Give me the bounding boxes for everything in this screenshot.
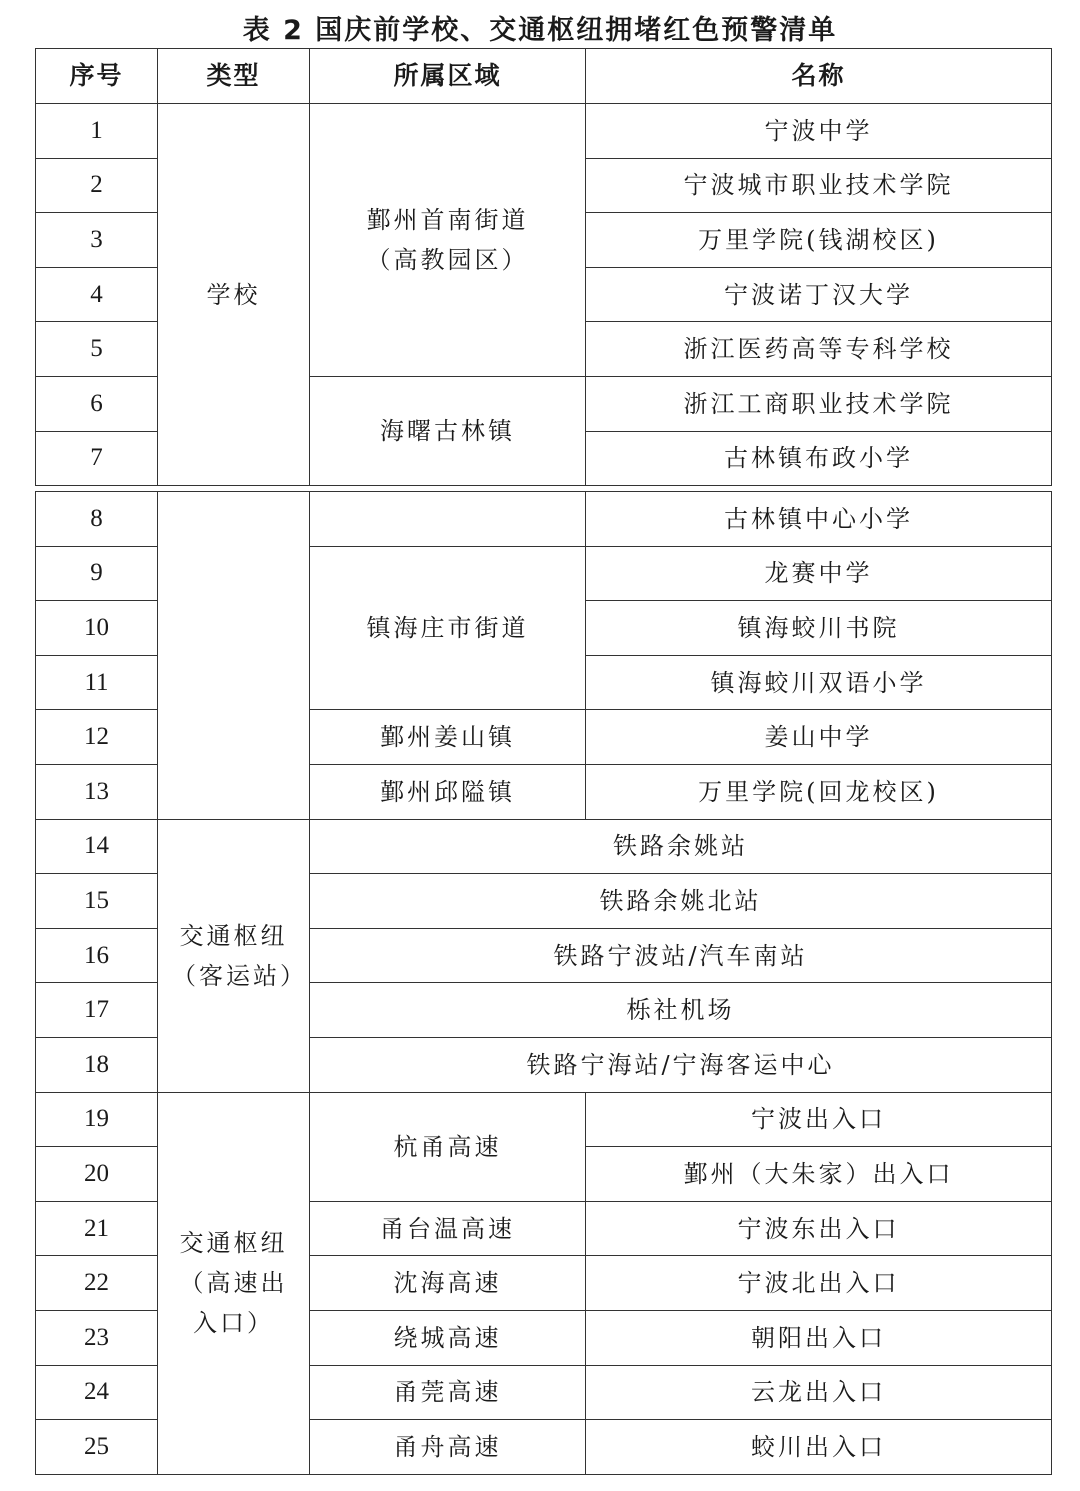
- row-number: 9: [36, 546, 158, 601]
- row-number: 5: [36, 322, 158, 377]
- name-cell: 云龙出入口: [586, 1365, 1052, 1420]
- area-cell: 绕城高速: [310, 1310, 586, 1365]
- area-cell: 镇海庄市街道: [310, 546, 586, 710]
- area-cell: 海曙古林镇: [310, 376, 586, 485]
- name-cell: 宁波城市职业技术学院: [586, 158, 1052, 213]
- row-number: 14: [36, 819, 158, 874]
- type-cell: 交通枢纽（客运站）: [158, 819, 310, 1092]
- name-cell: 鄞州（大朱家）出入口: [586, 1147, 1052, 1202]
- row-number: 24: [36, 1365, 158, 1420]
- name-cell: 宁波诺丁汉大学: [586, 267, 1052, 322]
- area-cell: 沈海高速: [310, 1256, 586, 1311]
- name-cell: 镇海蛟川书院: [586, 601, 1052, 656]
- area-cell: 甬台温高速: [310, 1201, 586, 1256]
- name-cell: 宁波北出入口: [586, 1256, 1052, 1311]
- name-cell: 蛟川出入口: [586, 1420, 1052, 1475]
- row-number: 10: [36, 601, 158, 656]
- name-cell: 浙江医药高等专科学校: [586, 322, 1052, 377]
- name-cell: 龙赛中学: [586, 546, 1052, 601]
- name-cell: 古林镇中心小学: [586, 492, 1052, 547]
- header-type: 类型: [158, 49, 310, 104]
- header-index: 序号: [36, 49, 158, 104]
- name-cell: 铁路余姚站: [310, 819, 1052, 874]
- table-title: 表 2 国庆前学校、交通枢纽拥堵红色预警清单: [242, 15, 838, 46]
- table-row: [36, 104, 1052, 159]
- area-cell: 甬莞高速: [310, 1365, 586, 1420]
- warning-table-part1: [35, 48, 1052, 486]
- row-number: 25: [36, 1420, 158, 1475]
- type-cell: 学校: [158, 104, 310, 486]
- row-number: 12: [36, 710, 158, 765]
- name-cell: 姜山中学: [586, 710, 1052, 765]
- name-cell: 铁路余姚北站: [310, 874, 1052, 929]
- table-row: [36, 819, 1052, 874]
- name-cell: 古林镇布政小学: [586, 431, 1052, 486]
- name-cell: 浙江工商职业技术学院: [586, 376, 1052, 431]
- name-cell: 万里学院(回龙校区): [586, 764, 1052, 819]
- name-cell: 宁波东出入口: [586, 1201, 1052, 1256]
- area-cell: 鄞州首南街道（高教园区）: [310, 104, 586, 377]
- row-number: 23: [36, 1310, 158, 1365]
- row-number: 17: [36, 983, 158, 1038]
- header-name: 名称: [586, 49, 1052, 104]
- row-number: 16: [36, 928, 158, 983]
- name-cell: 宁波出入口: [586, 1092, 1052, 1147]
- row-number: 18: [36, 1037, 158, 1092]
- name-cell: 铁路宁波站/汽车南站: [310, 928, 1052, 983]
- name-cell: 万里学院(钱湖校区): [586, 213, 1052, 268]
- name-cell: 栎社机场: [310, 983, 1052, 1038]
- area-cell: [310, 492, 586, 547]
- table-row: [36, 492, 1052, 547]
- name-cell: 朝阳出入口: [586, 1310, 1052, 1365]
- name-cell: 镇海蛟川双语小学: [586, 655, 1052, 710]
- type-cell: [158, 492, 310, 820]
- row-number: 2: [36, 158, 158, 213]
- area-cell: 鄞州邱隘镇: [310, 764, 586, 819]
- name-cell: 宁波中学: [586, 104, 1052, 159]
- area-cell: 杭甬高速: [310, 1092, 586, 1201]
- row-number: 13: [36, 764, 158, 819]
- area-cell: 鄞州姜山镇: [310, 710, 586, 765]
- row-number: 1: [36, 104, 158, 159]
- header-area: 所属区域: [310, 49, 586, 104]
- row-number: 6: [36, 376, 158, 431]
- row-number: 15: [36, 874, 158, 929]
- row-number: 11: [36, 655, 158, 710]
- type-cell: 交通枢纽（高速出入口）: [158, 1092, 310, 1474]
- area-cell: 甬舟高速: [310, 1420, 586, 1475]
- header-row: [36, 49, 1052, 104]
- table-row: [36, 1092, 1052, 1147]
- row-number: 20: [36, 1147, 158, 1202]
- row-number: 21: [36, 1201, 158, 1256]
- row-number: 4: [36, 267, 158, 322]
- name-cell: 铁路宁海站/宁海客运中心: [310, 1037, 1052, 1092]
- row-number: 19: [36, 1092, 158, 1147]
- row-number: 7: [36, 431, 158, 486]
- warning-table-part2: [35, 491, 1052, 1475]
- row-number: 22: [36, 1256, 158, 1311]
- row-number: 3: [36, 213, 158, 268]
- row-number: 8: [36, 492, 158, 547]
